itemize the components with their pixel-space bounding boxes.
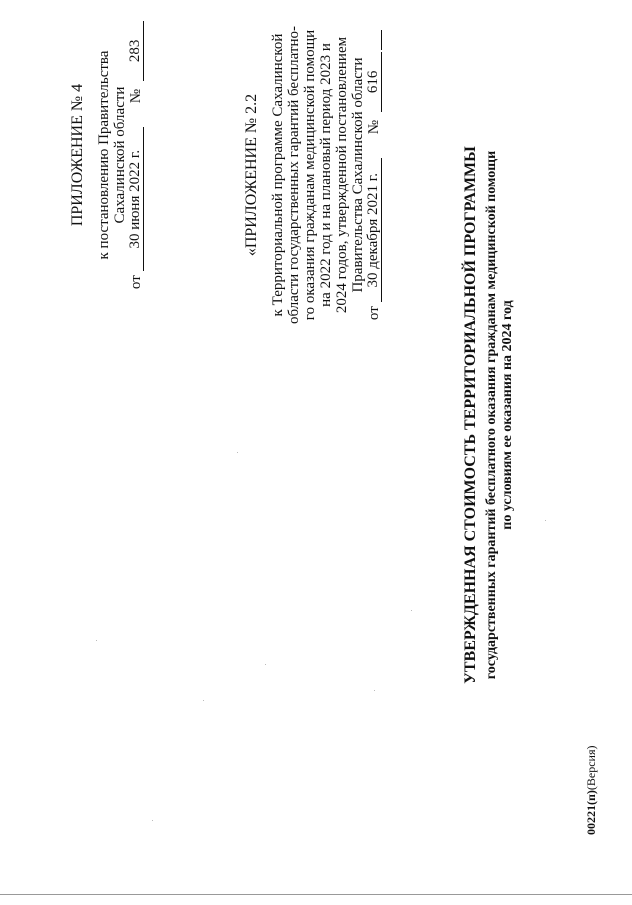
heading-sub-line-1: государственных гарантий бесплатного оказания гражданам медицинской помощи xyxy=(484,150,499,680)
appendix-program-number-label: № xyxy=(366,119,382,135)
appendix-program-signature-row xyxy=(366,0,382,365)
heading-main: УТВЕРЖДЕННАЯ СТОИМОСТЬ ТЕРРИТОРИАЛЬНОЙ ПРОГРАММЫ xyxy=(462,146,479,684)
appendix-main-block xyxy=(70,0,144,320)
appendix-program-ot-label: от xyxy=(366,306,382,321)
scan-speck xyxy=(265,664,266,665)
appendix-program-date: 30 декабря 2021 г. xyxy=(366,158,382,302)
appendix-program-line-1: к Территориальной программе Сахалинской xyxy=(270,33,286,317)
appendix-main-line-2: Сахалинской области xyxy=(112,86,128,224)
appendix-main-number: 283 xyxy=(128,21,144,81)
appendix-program-line-5: 2024 годов, утвержденной постановлением xyxy=(334,36,350,314)
footer-code-number: 00221(п) xyxy=(584,790,598,835)
appendix-main-line-1: к постановлению Правительства xyxy=(96,50,112,260)
appendix-main-date: 30 июня 2022 г. xyxy=(128,127,144,271)
appendix-program-line-6: Правительства Сахалинской области xyxy=(350,57,366,293)
scan-speck xyxy=(152,820,153,821)
appendix-program-line-2: области государственных гарантий бесплатно- xyxy=(286,26,302,324)
scan-speck xyxy=(237,452,238,453)
appendix-program-number: 616 xyxy=(366,52,382,112)
scan-speck xyxy=(545,520,546,521)
appendix-main-ot-label: от xyxy=(128,275,144,290)
appendix-program-line-4: на 2022 год и на плановый период 2023 и xyxy=(318,43,334,307)
appendix-program-line-3: го оказания гражданам медицинской помощи xyxy=(302,29,318,321)
footer-version: (Версия) xyxy=(584,745,598,791)
scan-speck xyxy=(374,690,375,691)
heading-sub-line-2: по условиям ее оказания на 2024 год xyxy=(500,300,515,530)
scan-speck xyxy=(411,610,412,611)
scan-speck xyxy=(203,700,204,701)
bottom-scan-edge xyxy=(0,894,632,895)
scan-speck xyxy=(96,640,97,641)
appendix-program-block xyxy=(244,0,382,365)
footer-code xyxy=(584,746,598,836)
document-heading xyxy=(462,105,516,725)
appendix-program-trailing-line xyxy=(366,30,382,50)
appendix-main-number-label: № xyxy=(128,88,144,104)
appendix-main-title: ПРИЛОЖЕНИЕ № 4 xyxy=(69,83,86,227)
appendix-main-signature-row xyxy=(128,0,144,320)
appendix-program-title: «ПРИЛОЖЕНИЕ № 2.2 xyxy=(243,93,260,257)
